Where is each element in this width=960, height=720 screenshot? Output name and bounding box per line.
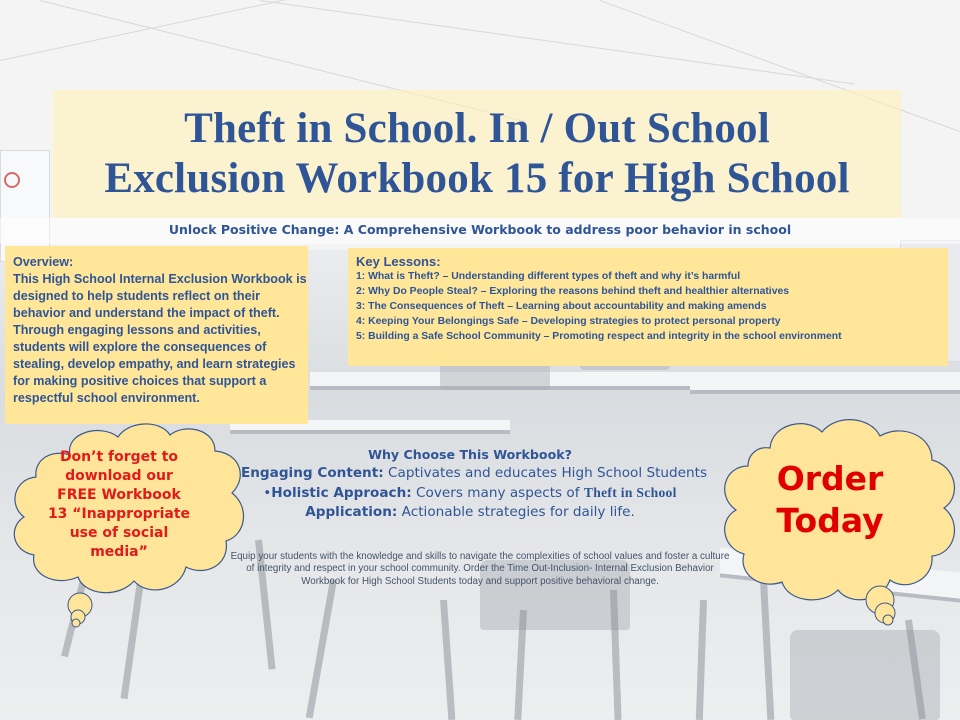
lesson-item: 1: What is Theft? – Understanding different types of theft and why it’s harmful bbox=[356, 271, 741, 282]
why-row-application bbox=[210, 503, 730, 522]
page-title bbox=[53, 104, 901, 204]
why-heading: Why Choose This Workbook? bbox=[368, 447, 572, 462]
why-label: Engaging Content: bbox=[240, 465, 384, 481]
callout-line: Don’t forget to bbox=[59, 449, 179, 465]
why-text: Captivates and educates High School Students bbox=[383, 465, 708, 481]
lesson-item: 3: The Consequences of Theft – Learning about accountability and making amends bbox=[356, 301, 767, 312]
free-workbook-callout[interactable] bbox=[26, 448, 212, 562]
equip-paragraph: Equip your students with the knowledge and skills to navigate the complexities of school values and foster a culture of integrity and respect in your school community. Order the Time Out-Inclusion- Internal Exclusion Behavior Workbook for High School Students today and support positive behavioral change. bbox=[230, 551, 730, 587]
callout-line: download our bbox=[65, 468, 173, 484]
subtitle: Unlock Positive Change: A Comprehensive Workbook to address poor behavior in school bbox=[168, 222, 792, 237]
overview-panel bbox=[5, 246, 308, 424]
title-line-2: Exclusion Workbook 15 for High School bbox=[104, 155, 850, 202]
callout-line: media” bbox=[90, 544, 148, 560]
why-text: Actionable strategies for daily life. bbox=[397, 504, 635, 520]
callout-line: 13 “Inappropriate bbox=[47, 506, 191, 522]
overview-heading: Overview: bbox=[13, 255, 74, 269]
why-row-holistic bbox=[210, 483, 730, 503]
key-lessons-heading: Key Lessons: bbox=[356, 254, 441, 269]
why-emphasis: Theft in School bbox=[583, 485, 677, 500]
why-choose-section bbox=[210, 446, 730, 522]
title-line-1: Theft in School. In / Out School bbox=[184, 105, 770, 152]
order-today-button[interactable] bbox=[740, 458, 920, 542]
callout-line: FREE Workbook bbox=[57, 487, 181, 503]
lesson-item: 5: Building a Safe School Community – Promoting respect and integrity in the school environment bbox=[356, 331, 842, 342]
callout-line: use of social bbox=[69, 525, 169, 541]
lesson-item: 2: Why Do People Steal? – Exploring the reasons behind theft and healthier alternatives bbox=[356, 286, 790, 297]
order-line: Today bbox=[776, 501, 884, 540]
why-row-engaging bbox=[210, 464, 730, 483]
why-label: Holistic Approach: bbox=[271, 485, 412, 501]
order-line: Order bbox=[776, 459, 884, 498]
why-text: Covers many aspects of bbox=[411, 485, 584, 501]
overview-body: This High School Internal Exclusion Workbook is designed to help students reflect on their behavior and understand the impact of theft. Through engaging lessons and activities, students will explore the consequences of stealing, develop empathy, and learn strategies for making positive choices that support a respectful school environment. bbox=[13, 272, 307, 405]
why-label: Application: bbox=[305, 504, 398, 520]
key-lessons-panel bbox=[348, 248, 948, 366]
lesson-item: 4: Keeping Your Belongings Safe – Developing strategies to protect personal property bbox=[356, 316, 781, 327]
bullet: • bbox=[263, 485, 272, 501]
